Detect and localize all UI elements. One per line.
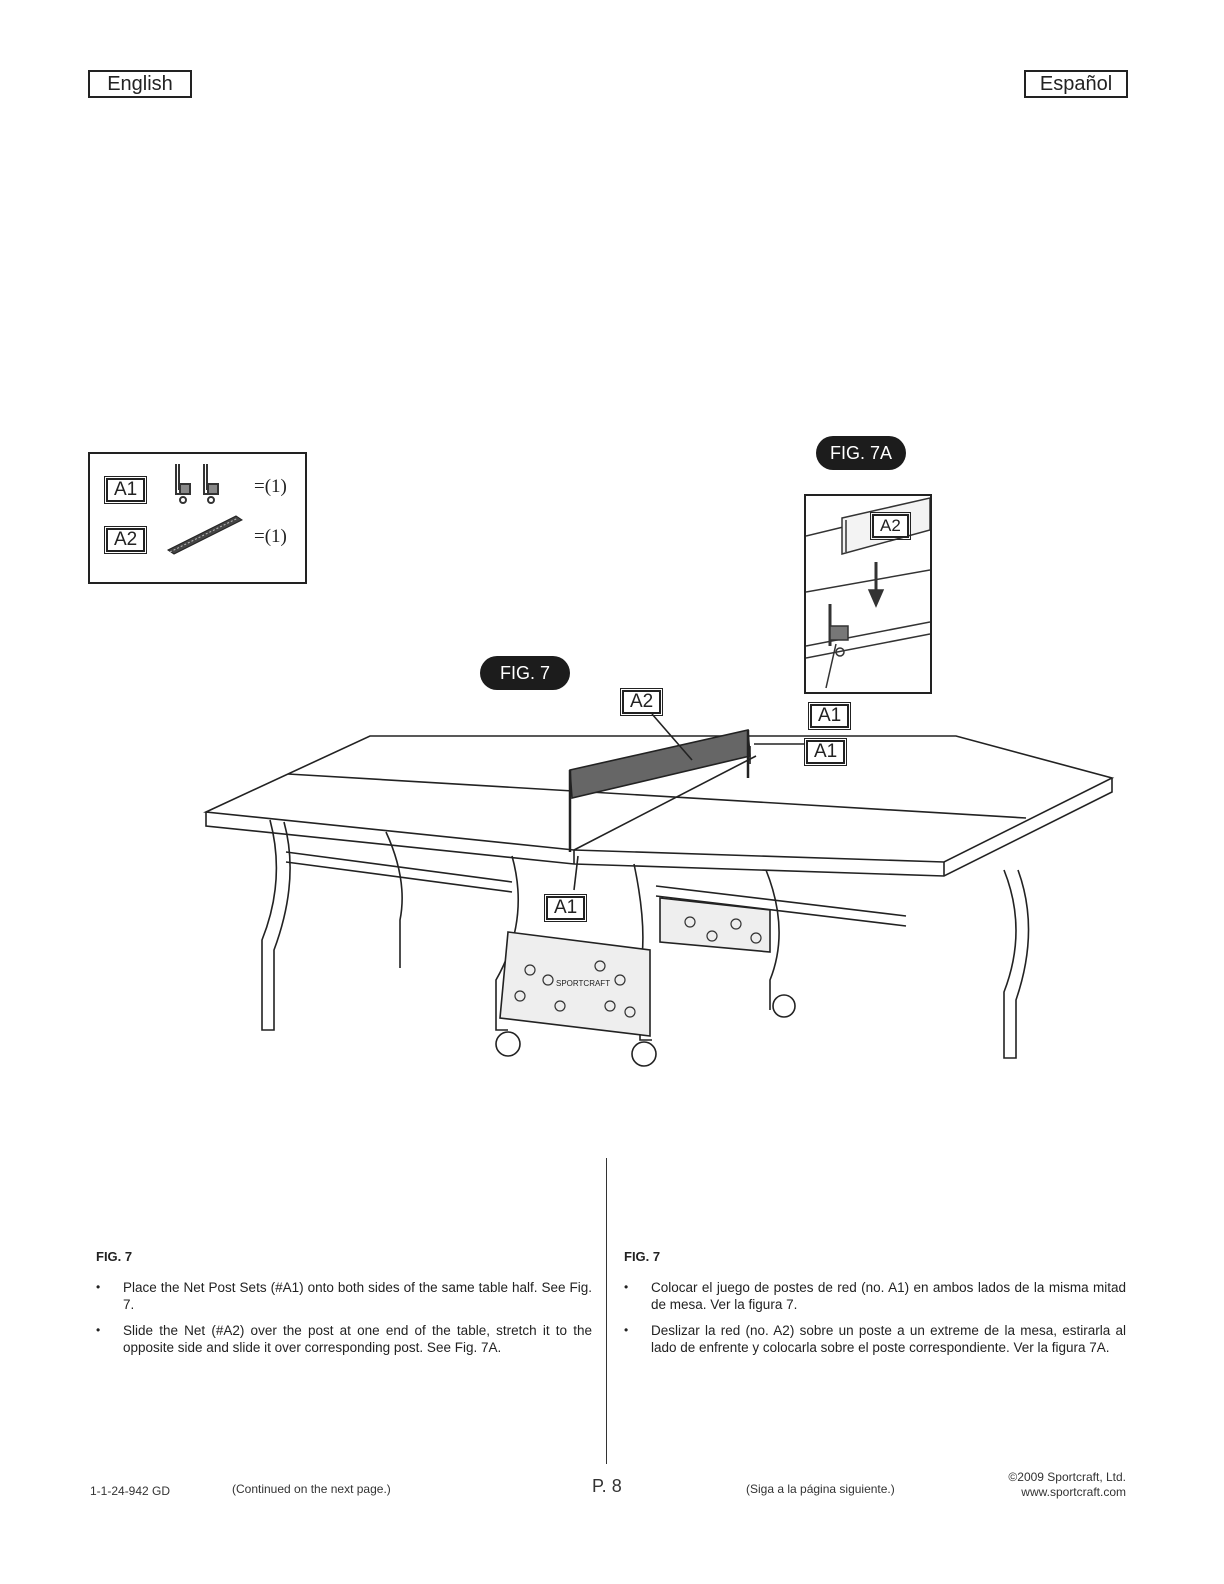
- part-qty-a2: =(1): [254, 526, 287, 547]
- part-label-a2: A2: [106, 528, 145, 552]
- inset-label-a2: A2: [872, 514, 909, 538]
- english-heading: FIG. 7: [96, 1249, 133, 1264]
- language-tab-english: English: [88, 70, 192, 98]
- website: www.sportcraft.com: [1021, 1485, 1126, 1499]
- callout-a2-net: A2: [622, 690, 661, 714]
- english-instructions: [96, 1248, 592, 1365]
- fig-7-badge: FIG. 7: [480, 656, 570, 690]
- net-icon: [166, 512, 246, 556]
- net-post-set-icon: [166, 460, 236, 506]
- copyright: ©2009 Sportcraft, Ltd.: [1008, 1470, 1126, 1484]
- spanish-instructions: [624, 1248, 1126, 1365]
- column-divider: [606, 1158, 607, 1464]
- fig-7a-badge: FIG. 7A: [816, 436, 906, 470]
- english-step-2: • Slide the Net (#A2) over the post at one end of the table, stretch it to the opposite side and slide it over corresponding post. See Fig. 7A.: [96, 1322, 592, 1356]
- document-code: 1-1-24-942 GD: [90, 1484, 171, 1498]
- part-qty-a1: =(1): [254, 476, 287, 497]
- inset-label-a1: A1: [810, 704, 849, 728]
- fig-7a-inset: [804, 494, 932, 694]
- spanish-step-2: • Deslizar la red (no. A2) sobre un poste a un extreme de la mesa, estirarla al lado de enfrente y colocarla sobre el poste correspondiente. Ver la figura 7A.: [624, 1322, 1126, 1356]
- callout-a1-post-right: A1: [806, 740, 845, 764]
- callout-a1-post-left: A1: [546, 896, 585, 920]
- page-number: P. 8: [592, 1476, 622, 1496]
- continued-spanish: (Siga a la página siguiente.): [746, 1482, 895, 1496]
- spanish-step-1: • Colocar el juego de postes de red (no. A1) en ambos lados de la misma mitad de mesa. Ver la figura 7.: [624, 1279, 1126, 1313]
- net-insertion-illustration: [806, 496, 930, 692]
- continued-english: (Continued on the next page.): [232, 1482, 391, 1496]
- ping-pong-table-illustration: [0, 680, 1224, 1100]
- english-step-1: • Place the Net Post Sets (#A1) onto both sides of the same table half. See Fig. 7.: [96, 1279, 592, 1313]
- spanish-heading: FIG. 7: [624, 1249, 661, 1264]
- parts-list-box: [88, 452, 307, 584]
- part-label-a1: A1: [106, 478, 145, 502]
- language-tab-spanish: Español: [1024, 70, 1128, 98]
- rack-brand-logo: SPORTCRAFT: [556, 979, 611, 988]
